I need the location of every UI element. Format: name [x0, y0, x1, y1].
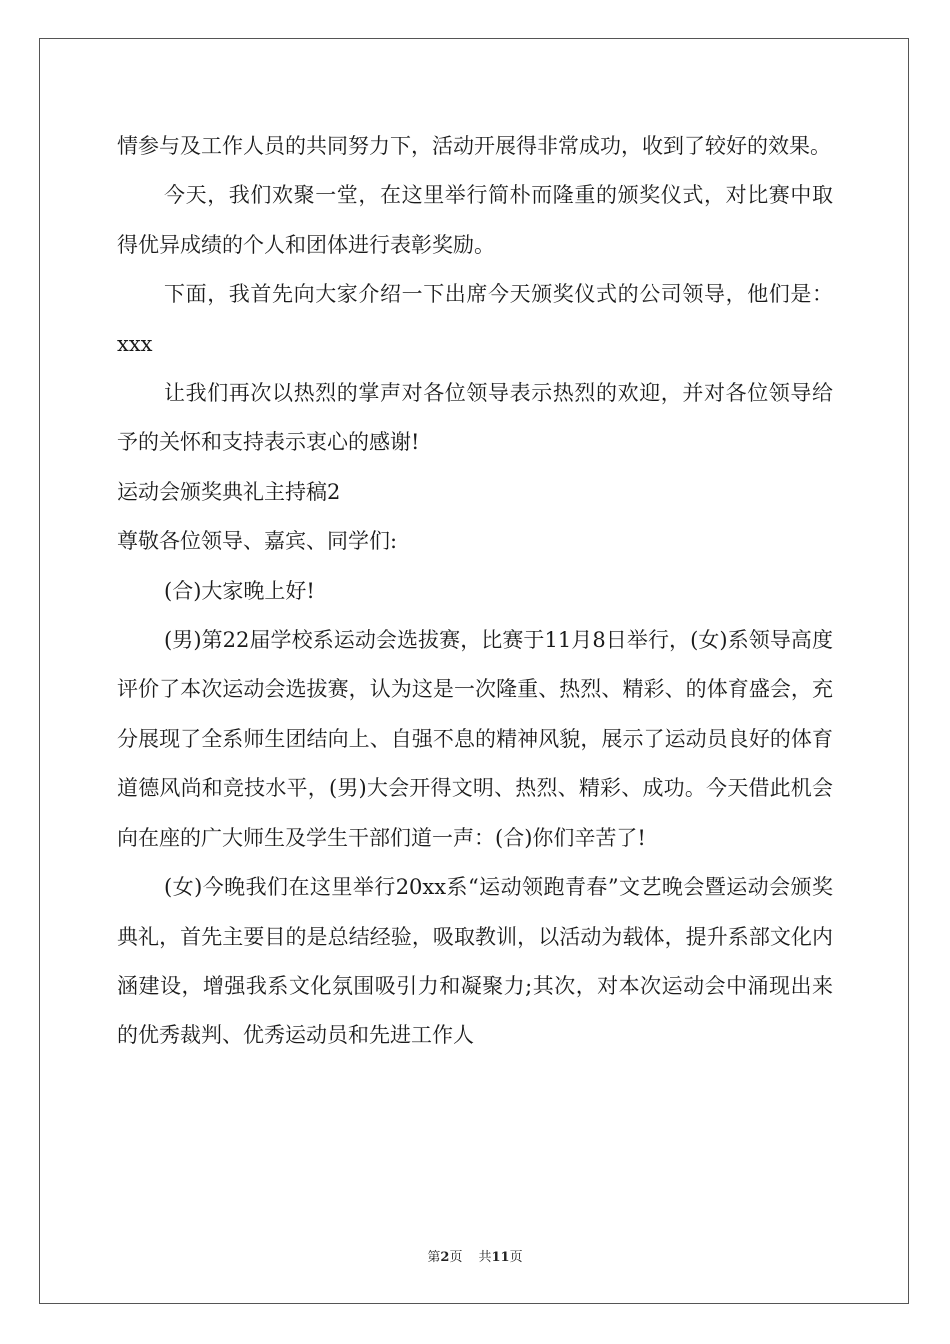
total-prefix: 共	[478, 1250, 492, 1265]
page-prefix: 第	[427, 1250, 441, 1265]
paragraph: (女)今晚我们在这里举行20xx系“运动领跑青春”文艺晚会暨运动会颁奖典礼，首先主要目的是总结经验，吸取教训，以活动为载体，提升系部文化内涵建设，增强我系文化氛围吸引力和凝聚力;其次，对本次运动会中涌现出来的优秀裁判、优秀运动员和先进工作人	[117, 875, 833, 1048]
paragraph: (合)大家晚上好!	[164, 578, 315, 603]
total-pages: 11	[491, 1250, 510, 1265]
page-suffix: 页	[449, 1250, 463, 1265]
document-body	[117, 122, 833, 1061]
paragraph: 让我们再次以热烈的掌声对各位领导表示热烈的欢迎，并对各位领导给予的关怀和支持表示衷心的感谢!	[117, 381, 833, 455]
paragraph: 今天，我们欢聚一堂，在这里举行简朴而隆重的颁奖仪式，对比赛中取得优异成绩的个人和团体进行表彰奖励。	[117, 183, 833, 257]
page-number: 2	[440, 1250, 450, 1265]
paragraph: (男)第22届学校系运动会选拔赛，比赛于11月8日举行，(女)系领导高度评价了本次运动会选拔赛，认为这是一次隆重、热烈、精彩、的体育盛会，充分展现了全系师生团结向上、自强不息的精神风貌，展示了运动员良好的体育道德风尚和竞技水平，(男)大会开得文明、热烈、精彩、成功。今天借此机会向在座的广大师生及学生干部们道一声：(合)你们辛苦了!	[117, 628, 833, 850]
paragraph: 下面，我首先向大家介绍一下出席今天颁奖仪式的公司领导，他们是：xxx	[117, 282, 833, 356]
page-footer	[0, 1246, 950, 1265]
section-heading: 运动会颁奖典礼主持稿2	[117, 479, 341, 504]
total-suffix: 页	[509, 1250, 523, 1265]
salutation: 尊敬各位领导、嘉宾、同学们:	[117, 529, 398, 554]
paragraph: 情参与及工作人员的共同努力下，活动开展得非常成功，收到了较好的效果。	[117, 134, 831, 158]
